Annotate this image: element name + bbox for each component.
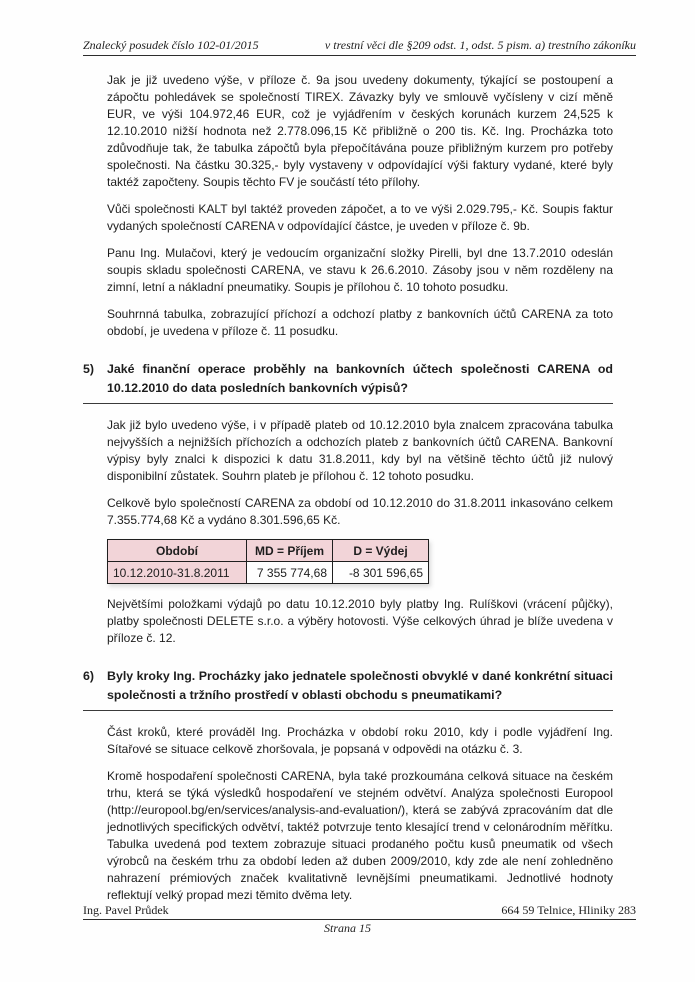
table-cell-income: 7 355 774,68 [247, 562, 333, 584]
table-cell-period: 10.12.2010-31.8.2011 [108, 562, 247, 584]
table-header-period: Období [108, 540, 247, 562]
paragraph: Část kroků, které prováděl Ing. Procházka v období roku 2010, kdy i podle vyjádření Ing. Sítařové se situace celkově zhoršovala, je popsaná v odpovědi na otázku č. 3. [107, 725, 613, 756]
footer-address: 664 59 Telnice, Hliniky 283 [501, 903, 636, 917]
table-header-md-income: MD = Příjem [247, 540, 333, 562]
question-number: 6) [83, 669, 95, 683]
question-number: 5) [83, 362, 95, 376]
question-text: Jaké finanční operace proběhly na bankovních účtech společnosti CARENA od 10.12.2010 do data posledních bankovních výpisů? [107, 362, 613, 395]
paragraph: Kromě hospodaření společnosti CARENA, byla také prozkoumána celková situace na českém trhu, která se týká výsledků hospodaření ve stejném odvětví. Analýza společnosti Europool (http://europool.bg/en/services/analysis-and-evaluation/), která se zabývá zpracováním dat dle jednotlivých specifických odvětví, taktéž potvrzuje tento klesající trend v celonárodním měřítku. Tabulka uvedená pod textem zobrazuje situaci prodaného počtu kusů pneumatik od všech výrobců na českém trhu za období leden až duben 2009/2010, kdy zde ale není zohledněno nahrazení prémiových značek kvalitativně levnějšími pneumatikami. Jednotlivé hodnoty reflektují velký propad mezi těmito dvěma lety. [107, 769, 613, 902]
header-right-title: v trestní věci dle §209 odst. 1, odst. 5 pism. a) trestního zákoníku [324, 38, 636, 52]
paragraph: Vůči společnosti KALT byl taktéž proveden zápočet, a to ve výši 2.029.795,- Kč. Soupis faktur vydaných společností CARENA v odpovídající částce, je uveden v příloze č. 9b. [107, 202, 613, 233]
table-header-row [108, 540, 429, 562]
paragraph: Celkově bylo společností CARENA za období od 10.12.2010 do 31.8.2011 inkasováno celkem 7.355.774,68 Kč a vydáno 8.301.596,65 Kč. [107, 496, 613, 527]
paragraph: Jak je již uvedeno výše, v příloze č. 9a jsou uvedeny dokumenty, týkající se postoupení a zápočtu pohledávek se společností TIREX. Závazky byly ve smlouvě vyčísleny v cizí měně EUR, ve výši 104.972,46 EUR, což je vyjádřením v českých korunách kurzem 24,525 k 12.10.2010 nižší hodnota než 2.778.096,15 Kč přibližně o 200 tis. Kč. Ing. Procházka toto zdůvodňuje tak, že tabulka zápočtů byla přepočítávána pouze přibližným kurzem pro potřeby společnosti. Na částku 30.325,- byly vystaveny v odpovídající výši faktury vydané, které byly taktéž započteny. Soupis těchto FV je součástí této přílohy. [107, 73, 613, 189]
page-header [83, 38, 636, 56]
footer-author: Ing. Pavel Průdek [83, 903, 169, 917]
question-5-heading [83, 360, 613, 404]
table-cell-expense: -8 301 596,65 [333, 562, 429, 584]
page-content [83, 72, 613, 914]
table-row [108, 562, 429, 584]
paragraph: Panu Ing. Mulačovi, který je vedoucím organizační složky Pirelli, byl dne 13.7.2010 odeslán soupis skladu společnosti CARENA, ve stavu k 26.6.2010. Zásoby jsou v něm rozděleny na zimní, letní a nákladní pneumatiky. Soupis je přílohou č. 10 tohoto posudku. [107, 246, 613, 294]
question-text: Byly kroky Ing. Procházky jako jednatele společnosti obvyklé v dané konkrétní situaci společnosti a tržního prostředí v oblasti obchodu s pneumatikami? [107, 669, 613, 702]
question-6-heading [83, 667, 613, 711]
header-left-title: Znalecký posudek číslo 102-01/2015 [83, 38, 259, 52]
page-footer [83, 903, 636, 920]
payments-table [107, 539, 429, 584]
paragraph: Jak již bylo uvedeno výše, i v případě plateb od 10.12.2010 byla znalcem zpracována tabulka nejvyšších a nejnižších příchozích a odchozích plateb z bankovních účtů CARENA. Bankovní výpisy byly znalci k dispozici k datu 31.8.2011, kdy byl na většině těchto účtů již nulový disponibilní zůstatek. Souhrn plateb je přílohou č. 12 tohoto posudku. [107, 418, 613, 483]
page-number: Strana 15 [323, 921, 371, 935]
paragraph: Největšími položkami výdajů po datu 10.12.2010 byly platby Ing. Rulíškovi (vrácení půjčky), platby společnosti DELETE s.r.o. a výběry hotovosti. Výše celkových úhrad je blíže uvedena v příloze č. 12. [107, 597, 613, 645]
paragraph: Souhrnná tabulka, zobrazující příchozí a odchozí platby z bankovních účtů CARENA za toto období, je uvedena v příloze č. 11 posudku. [107, 307, 613, 338]
table-header-d-expense: D = Výdej [333, 540, 429, 562]
